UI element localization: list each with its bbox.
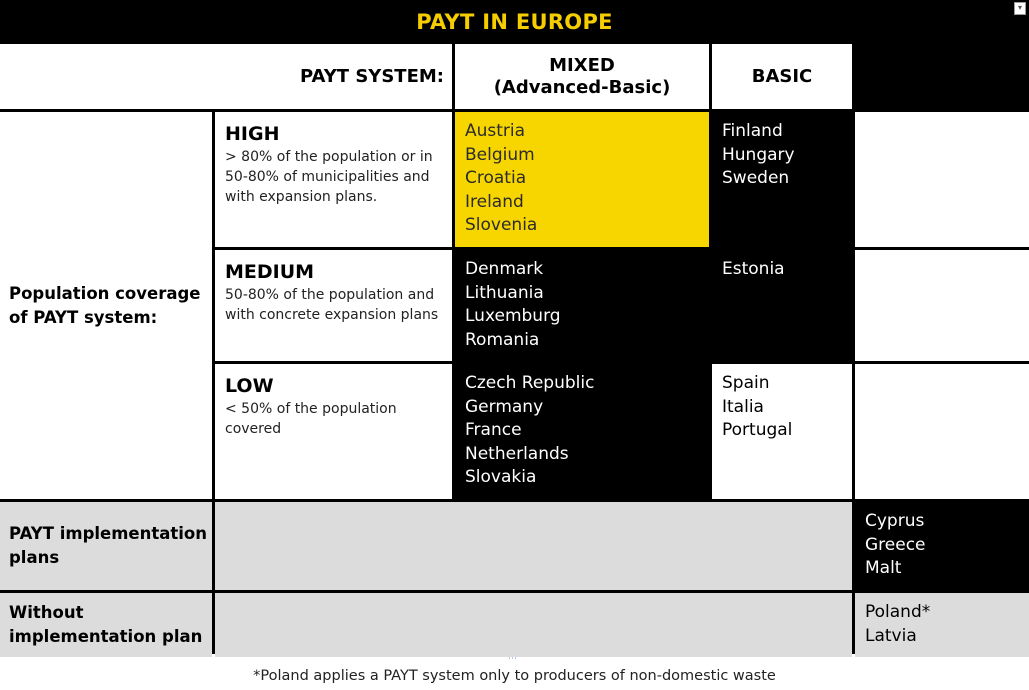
level-low (215, 364, 452, 499)
cell-low-no-payt (855, 364, 1029, 499)
country: Luxemburg (465, 306, 561, 326)
payt-system-label: PAYT SYSTEM: (0, 44, 452, 109)
country: Spain (722, 373, 770, 393)
cell-without-plan (855, 593, 1029, 657)
cell-high-basic (712, 112, 852, 247)
chevron-down-icon[interactable]: ▾ (1014, 2, 1026, 15)
cell-implementation-plans (855, 502, 1029, 590)
page-title: PAYT IN EUROPE (416, 10, 613, 34)
country: Hungary (722, 144, 795, 165)
country: Netherlands (465, 443, 569, 464)
country: Cyprus (865, 511, 925, 531)
country: Austria (465, 121, 526, 141)
drag-handle-icon[interactable]: ⋯ (508, 654, 518, 664)
country: Finland (722, 121, 783, 141)
cell-low-basic (712, 364, 852, 499)
level-name: HIGH (225, 123, 280, 145)
country: Croatia (465, 168, 527, 188)
country: Ireland (465, 191, 524, 212)
country: France (465, 420, 522, 440)
without-plan-label: Without implementation plan (0, 593, 212, 657)
footnote: *Poland applies a PAYT system only to producers of non-domestic waste (253, 668, 776, 684)
column-header-mixed (455, 44, 709, 109)
country: Slovakia (465, 467, 537, 487)
payt-table (0, 44, 1029, 654)
column-header-basic: BASIC (712, 44, 852, 109)
mixed-sublabel: (Advanced-Basic) (493, 76, 671, 98)
title-bar (0, 0, 1029, 44)
level-high (215, 112, 452, 247)
level-name: MEDIUM (225, 261, 315, 283)
country: Poland* (865, 602, 931, 622)
country: Slovenia (465, 215, 538, 235)
cell-low-mixed (455, 364, 709, 499)
implementation-plans-label: PAYT implementation plans (0, 502, 212, 590)
country: Estonia (722, 259, 785, 279)
cell-medium-mixed (455, 250, 709, 361)
cell-high-no-payt (855, 112, 1029, 247)
country: Portugal (722, 420, 793, 440)
country: Malt (865, 558, 902, 578)
level-name: LOW (225, 375, 274, 397)
implementation-plans-empty (215, 502, 852, 590)
population-coverage-label: Population coverage of PAYT system: (0, 112, 212, 499)
country: Germany (465, 396, 544, 417)
country: Sweden (722, 168, 790, 188)
without-plan-empty (215, 593, 852, 657)
country: Romania (465, 329, 540, 350)
country: Lithuania (465, 282, 544, 303)
level-description: < 50% of the population covered (225, 401, 397, 437)
country: Greece (865, 534, 926, 555)
cell-medium-basic (712, 250, 852, 361)
level-description: 50-80% of the population and with concrete expansion plans (225, 287, 439, 323)
mixed-label: MIXED (549, 54, 615, 76)
country: Czech Republic (465, 373, 595, 393)
country: Belgium (465, 144, 535, 165)
country: Italia (722, 396, 764, 417)
level-description: > 80% of the population or in 50-80% of municipalities and with expansion plans. (225, 149, 433, 205)
level-medium (215, 250, 452, 361)
country: Denmark (465, 259, 544, 279)
country: Latvia (865, 625, 917, 646)
cell-high-mixed (455, 112, 709, 247)
cell-medium-no-payt (855, 250, 1029, 361)
